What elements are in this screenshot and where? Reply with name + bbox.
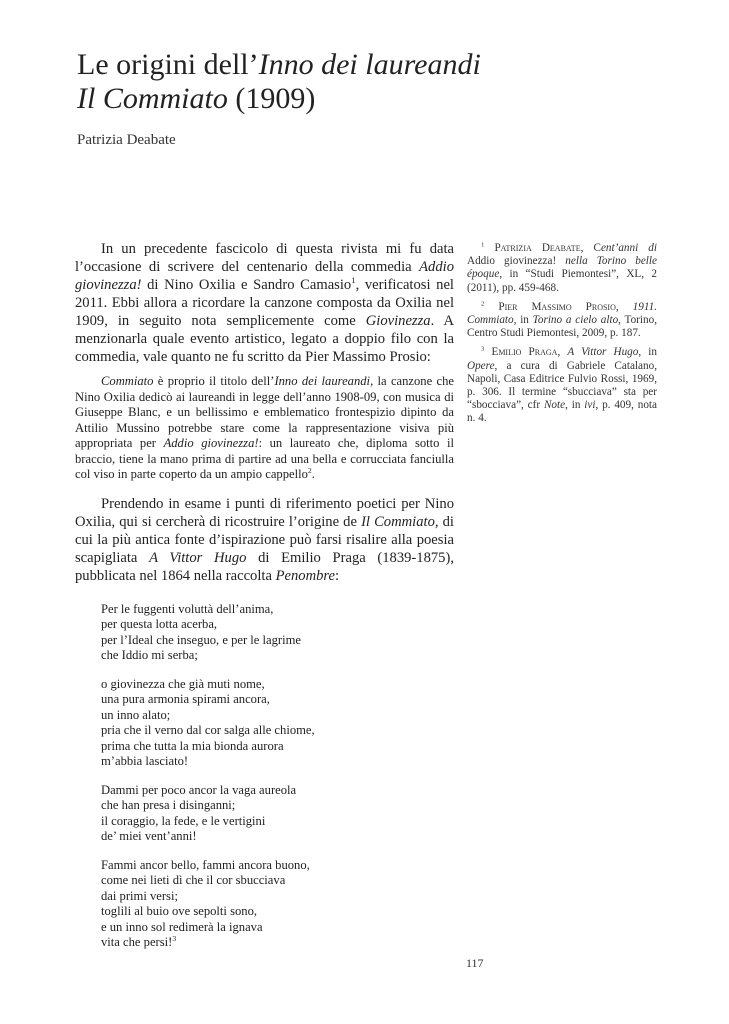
paragraph-sources: Prendendo in esame i punti di riferimento poetici per Nino Oxilia, qui si cercherà di ricostruire l’origine de Il Commiato, di cui la più antica fonte d’ispirazione può farsi risalire alla poesia scapigliata A Vittor Hugo di Emilio Praga (1839-1875), pubblicata nel 1864 nella raccolta Penombre:	[75, 495, 454, 584]
title-line-2: Il Commiato (1909)	[77, 82, 316, 115]
poem-line: m’abbia lasciato!	[101, 754, 189, 768]
poem-line: il coraggio, la fede, e le vertigini	[101, 813, 266, 828]
poem-stanza-4	[101, 858, 454, 951]
title-line-1: Le origini dell’Inno dei laureandi	[77, 48, 481, 81]
author-name: Patrizia Deabate	[77, 132, 176, 148]
poem-line: un inno alato;	[101, 707, 171, 722]
footnote-ref-3[interactable]: 3	[172, 933, 177, 943]
footnotes-column	[467, 242, 657, 432]
poem-line: che Iddio mi serba;	[101, 648, 198, 662]
poem-line: per questa lotta acerba,	[101, 617, 218, 631]
poem-stanza-3	[101, 783, 454, 845]
poem-line: Fammi ancor bello, fammi ancora buono,	[101, 857, 310, 872]
footnote-3: $^3$ Emilio Praga, A Vittor Hugo, in Opere, a cura di Gabriele Catalano, Napoli, Casa Editrice Fulvio Rossi, 1969, p. 306. Il termine “sbucciava” sta per “sbocciava”, cfr Note, in ivi, p. 409, nota n. 4.	[467, 345, 658, 425]
article-title	[77, 48, 637, 116]
paragraph-intro: In un precedente fascicolo di questa rivista mi fu data l’occasione di scrivere del centenario della commedia Addio giovinezza! di Nino Oxilia e Sandro Camasio$^1$, verificatosi nel 2011. Ebbi allora a ricordare la canzone composta da Oxilia nel 1909, in seguito nota semplicemente come Giovinezza. A menzionarla quale evento artistico, legato a doppio filo con la commedia, vale quanto ne fu scritto da Pier Massimo Prosio:	[75, 241, 454, 365]
poem-line: Per le fuggenti voluttà dell’anima,	[101, 601, 274, 616]
poem-stanza-2	[101, 677, 454, 770]
poem	[75, 602, 454, 951]
poem-line: pria che il verno dal cor salga alle chiome,	[101, 723, 315, 737]
poem-line: Dammi per poco ancor la vaga aureola	[101, 782, 297, 797]
poem-line: o giovinezza che già muti nome,	[101, 676, 265, 691]
poem-line: dai primi versi;	[101, 888, 178, 903]
footnote-ref-1[interactable]: 1	[351, 275, 356, 286]
poem-line: prima che tutta la mia bionda aurora	[101, 738, 284, 753]
poem-line: toglili al buio ove sepolti sono,	[101, 904, 258, 918]
poem-line: e un inno sol redimerà la ignava	[101, 919, 263, 934]
footnote-2: $^2$ Pier Massimo Prosio, 1911. Commiato, in Torino a cielo alto, Torino, Centro Studi Piemontesi, 2009, p. 187.	[467, 300, 658, 340]
poem-line: una pura armonia spirami ancora,	[101, 692, 270, 706]
block-quote: Commiato è proprio il titolo dell’Inno dei laureandi, la canzone che Nino Oxilia dedicò ai laureandi in legge dell’anno 1908-09, con musica di Giuseppe Blanc, e un bellissimo e emblematico frontespizio dipinto da Attilio Mussino potrebbe stare come la rappresentazione visiva più appropriata per Addio giovinezza!: un laureato che, diploma sotto il braccio, tiene la mano prima di partire ad una bella e corrucciata fanciulla col viso in parte coperto da un ampio cappello$^2$.	[75, 374, 454, 481]
footnote-ref-2[interactable]: 2	[307, 465, 312, 475]
footnote-1: $^1$ Patrizia Deabate, Cent’anni di Addio giovinezza! nella Torino belle époque, in “Studi Piemontesi”, XL, 2 (2011), pp. 459-468.	[467, 241, 657, 294]
poem-stanza-1	[101, 602, 454, 664]
poem-line: come nei lieti dì che il cor sbucciava	[101, 873, 286, 887]
poem-line: che han presa i disinganni;	[101, 798, 236, 812]
poem-line: per l’Ideal che inseguo, e per le lagrime	[101, 632, 302, 647]
page-number: 117	[466, 956, 484, 970]
main-column	[75, 240, 454, 964]
poem-line: de’ miei vent’anni!	[101, 829, 197, 843]
poem-line: vita che persi!$^3$	[101, 933, 177, 949]
